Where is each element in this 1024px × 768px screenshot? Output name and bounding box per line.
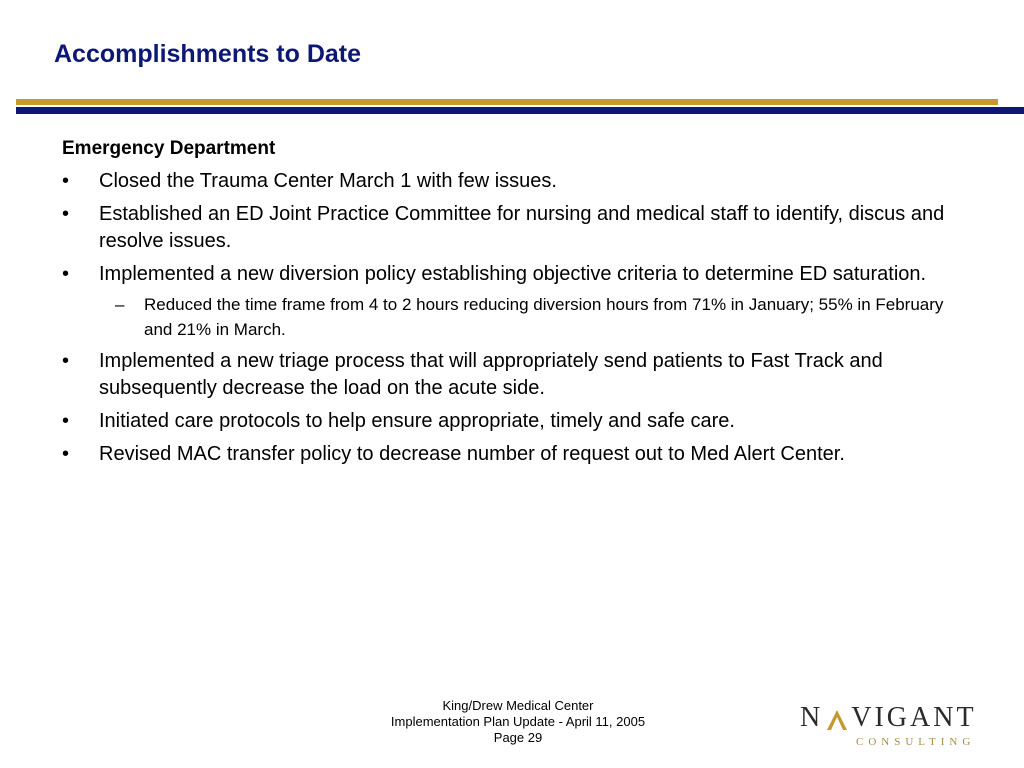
bullet-mark: • bbox=[62, 350, 70, 372]
slide-title: Accomplishments to Date bbox=[54, 40, 362, 68]
sub-bullet-item bbox=[115, 292, 962, 342]
bullet-mark: • bbox=[62, 170, 70, 192]
logo-word-right: VIGANT bbox=[851, 702, 977, 733]
bullet-text: Implemented a new diversion policy establishing objective criteria to determine ED saturation. bbox=[99, 263, 927, 285]
navy-divider bbox=[16, 107, 1024, 114]
logo-chevron-a-icon bbox=[825, 708, 849, 732]
bullet-mark: • bbox=[62, 410, 70, 432]
bullet-item bbox=[62, 168, 962, 195]
footer-organization: King/Drew Medical Center bbox=[442, 698, 594, 713]
bullet-text: Initiated care protocols to help ensure appropriate, timely and safe care. bbox=[99, 410, 735, 432]
bullet-text: Closed the Trauma Center March 1 with few issues. bbox=[99, 170, 557, 192]
footer-page-number: Page 29 bbox=[493, 730, 543, 745]
footer bbox=[360, 698, 676, 746]
navigant-logo bbox=[800, 704, 980, 748]
bullet-mark: • bbox=[62, 263, 70, 285]
logo-wordmark bbox=[800, 704, 980, 732]
bullet-text: Revised MAC transfer policy to decrease number of request out to Med Alert Center. bbox=[99, 443, 845, 465]
bullet-item bbox=[62, 348, 962, 402]
bullet-text: Implemented a new triage process that will appropriately send patients to Fast Track and subsequently decrease the load on the acute side. bbox=[99, 350, 883, 399]
section-heading: Emergency Department bbox=[62, 138, 276, 159]
gold-divider bbox=[16, 99, 998, 105]
bullet-mark: • bbox=[62, 203, 70, 225]
footer-document: Implementation Plan Update - April 11, 2005 bbox=[390, 714, 646, 729]
bullet-mark: • bbox=[62, 443, 70, 465]
sub-bullet-text: Reduced the time frame from 4 to 2 hours reducing diversion hours from 71% in January; 55% in February and 21% in March. bbox=[144, 295, 944, 339]
slide-body bbox=[62, 136, 962, 474]
logo-word-left: N bbox=[800, 702, 824, 733]
bullet-text: Established an ED Joint Practice Committee for nursing and medical staff to identify, discus and resolve issues. bbox=[99, 203, 945, 252]
bullet-item bbox=[62, 441, 962, 468]
logo-subtitle: CONSULTING bbox=[856, 736, 976, 748]
bullet-item bbox=[62, 201, 962, 255]
bullet-item bbox=[62, 261, 962, 288]
bullet-item bbox=[62, 408, 962, 435]
sub-bullet-mark: – bbox=[115, 295, 125, 314]
